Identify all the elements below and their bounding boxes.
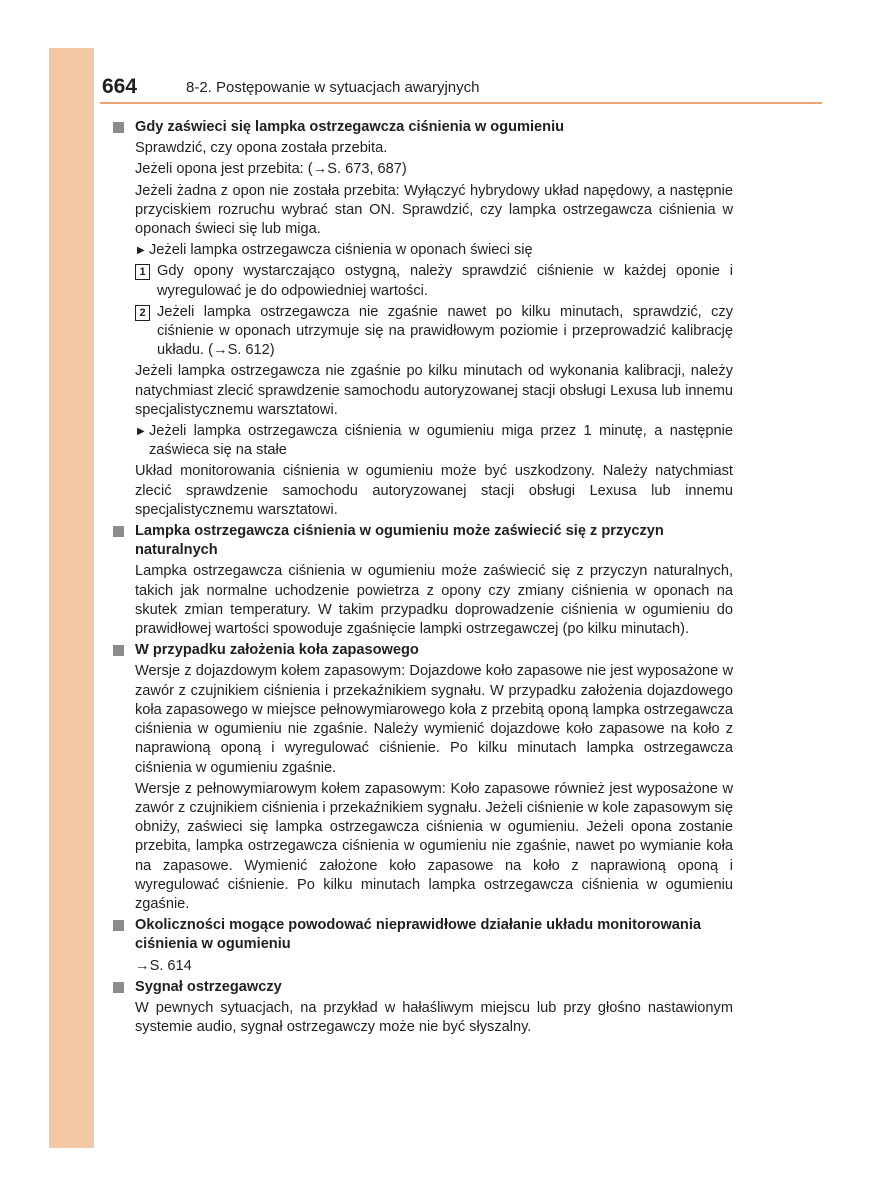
page-header — [100, 74, 822, 104]
sub-heading: ▶ Jeżeli lampka ostrzegawcza ciśnienia w ogumieniu miga przez 1 minutę, a następnie zaświeca się na stałe — [137, 423, 733, 459]
chapter-side-tab — [49, 48, 94, 1148]
section-spare-wheel — [113, 641, 733, 914]
section-heading: Okoliczności mogące powodować nieprawidłowe działanie układu monitorowania ciśnienia w ogumieniu — [113, 916, 733, 954]
step-number-icon: 2 — [135, 305, 150, 321]
paragraph: Sprawdzić, czy opona została przebita. — [135, 140, 388, 157]
page-content — [113, 118, 733, 1039]
square-bullet-icon — [113, 645, 124, 656]
paragraph: Jeżeli opona jest przebita: (→S. 673, 687) — [135, 161, 407, 178]
paragraph: Wersje z pełnowymiarowym kołem zapasowym: Koło zapasowe również jest wyposażone w zawór z czujnikiem ciśnienia i przekaźnikiem sygnału. Jeżeli ciśnienie w kole zapasowym się obniży, zaświeci się lampka ostrzegawcza ciśnienia w ogumieniu. Jeżeli opona zostanie przebita, lampka ostrzegawcza ciśnienia w ogumieniu nie zgaśnie, nawet po wymianie koła na zapasowe. Wymienić założone koło zapasowe na koło z naprawioną oponą i wyregulować ciśnienie. Po kilku minutach lampka ostrzegawcza ciśnienia w ogumieniu zgaśnie. — [135, 780, 733, 912]
paragraph: Lampka ostrzegawcza ciśnienia w ogumieniu może zaświecić się z przyczyn naturalnych, takich jak normalne uchodzenie powietrza z opony czy zmiany ciśnienia w oponach na skutek zmian temperatury. W takim przypadku doprowadzenie ciśnienia w ogumieniu do prawidłowej wartości spowoduje zgaśnięcie lampki ostrzegawczej (po kilku minutach). — [135, 563, 733, 638]
paragraph: Układ monitorowania ciśnienia w ogumieniu może być uszkodzony. Należy natychmiast zlecić sprawdzenie samochodu autoryzowanej stacji obsługi Lexusa lub innemu specjalistycznemu warsztatowi. — [135, 463, 733, 518]
paragraph: Jeżeli lampka ostrzegawcza nie zgaśnie po kilku minutach od wykonania kalibracji, należy natychmiast zlecić sprawdzenie samochodu autoryzowanej stacji obsługi Lexusa lub innemu specjalistycznemu warsztatowi. — [135, 363, 733, 418]
page-reference: →S. 614 — [135, 957, 192, 974]
section-title: 8-2. Postępowanie w sytuacjach awaryjnych — [186, 79, 480, 96]
section-natural-causes — [113, 522, 733, 639]
step-1: 1 Gdy opony wystarczająco ostygną, należy sprawdzić ciśnienie w każdej oponie i wyregulować je do odpowiedniej wartości. — [113, 262, 733, 300]
section-warning-buzzer — [113, 978, 733, 1038]
square-bullet-icon — [113, 920, 124, 931]
paragraph: W pewnych sytuacjach, na przykład w hałaśliwym miejscu lub przy głośno nastawionym systemie audio, sygnał ostrzegawczy może nie być słyszalny. — [135, 999, 733, 1036]
step-2: 2 Jeżeli lampka ostrzegawcza nie zgaśnie nawet po kilku minutach, sprawdzić, czy ciśnienie w oponach utrzymuje się na prawidłowym poziomie i przeprowadzić kalibrację układu. (→S. 612) — [113, 303, 733, 361]
triangle-bullet-icon: ▶ — [137, 426, 145, 438]
section-heading: Lampka ostrzegawcza ciśnienia w ogumieniu może zaświecić się z przyczyn naturalnych — [113, 522, 733, 560]
paragraph: Jeżeli żadna z opon nie została przebita: Wyłączyć hybrydowy układ napędowy, a następnie przyciskiem rozruchu wybrać stan ON. Sprawdzić, czy lampka ostrzegawcza ciśnienia w oponach świeci się lub miga. — [135, 182, 733, 238]
page-number: 664 — [102, 75, 138, 98]
section-warning-light-on — [113, 118, 733, 520]
section-heading: Sygnał ostrzegawczy — [113, 978, 733, 997]
step-number-icon: 1 — [135, 264, 150, 280]
triangle-bullet-icon: ▶ — [137, 245, 145, 257]
section-malfunction-conditions — [113, 916, 733, 976]
square-bullet-icon — [113, 982, 124, 993]
paragraph: Wersje z dojazdowym kołem zapasowym: Dojazdowe koło zapasowe nie jest wyposażone w zawór z czujnikiem ciśnienia i przekaźnikiem sygnału. W przypadku założenia dojazdowego koła zapasowego w miejsce pełnowymiarowego koła z przebitą oponą lampka ostrzegawcza ciśnienia w ogumieniu nie zgaśnie. Należy wymienić dojazdowe koło zapasowe na koło z naprawioną oponą i wyregulować ciśnienie. Po kilku minutach lampka ostrzegawcza ciśnienia w ogumieniu zgaśnie. — [135, 663, 733, 776]
square-bullet-icon — [113, 122, 124, 133]
section-heading: Gdy zaświeci się lampka ostrzegawcza ciśnienia w ogumieniu — [113, 118, 733, 137]
section-heading: W przypadku założenia koła zapasowego — [113, 641, 733, 660]
square-bullet-icon — [113, 526, 124, 537]
sub-heading: ▶ Jeżeli lampka ostrzegawcza ciśnienia w oponach świeci się — [113, 241, 733, 260]
